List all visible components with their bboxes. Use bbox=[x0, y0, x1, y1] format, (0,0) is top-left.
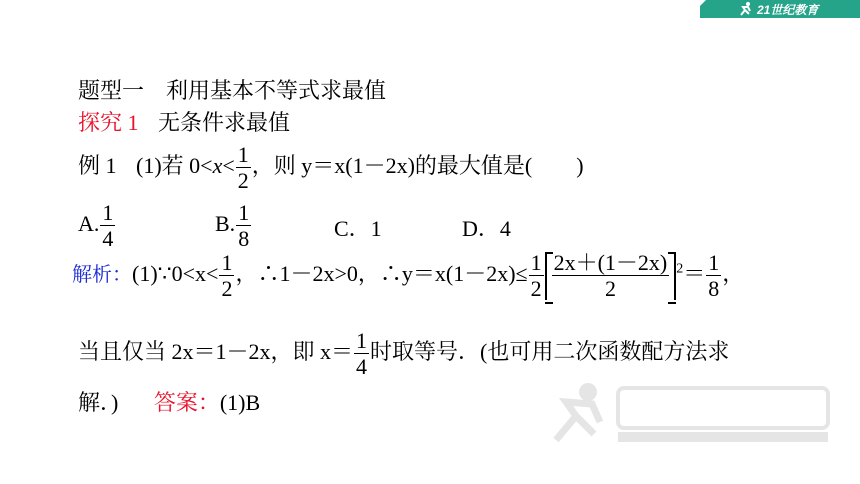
solution-line-2: 当且仅当 2x＝1－2x，即 x＝ $\frac{1}{4}$ 时取等号．(也可用二次函数配方法求 bbox=[78, 328, 730, 379]
example-label: 例 1 bbox=[78, 153, 117, 179]
example-fraction: $\frac{1}{2}$ bbox=[237, 142, 249, 193]
option-d: D．4 bbox=[462, 216, 511, 241]
explore-title: 无条件求最值 bbox=[158, 110, 291, 135]
top-bar-white bbox=[0, 0, 700, 18]
watermark-logo-icon bbox=[548, 378, 838, 448]
option-b: B. $\frac{1}{8}$ bbox=[215, 200, 250, 251]
logo-text: 21世纪教育 bbox=[757, 2, 819, 17]
explore-line bbox=[78, 106, 290, 137]
answer-label: 答案： bbox=[153, 390, 220, 415]
bracket-expression: $\frac{2x+(1-2x)}{2}$ bbox=[545, 252, 677, 300]
brand-logo bbox=[738, 1, 818, 17]
example-var: x bbox=[212, 153, 223, 179]
top-bar-cut bbox=[688, 0, 706, 18]
solution-line-1: 解析：(1)∵0<x< $\frac{1}{2}$ ，∴1－2x>0，∴y＝x(1－2x)≤ $\frac{1}{2}$ $\frac{2x+(1-2x)}{2}$ $^2$＝ $\frac{1}{8}$ ， bbox=[72, 250, 745, 301]
explore-label: 探究 1 bbox=[78, 110, 139, 135]
option-c: C．1 bbox=[334, 216, 382, 241]
example-stem-d: y＝x(1－2x)的最大值是( ) bbox=[301, 153, 584, 179]
solution-label: 解析： bbox=[72, 264, 132, 287]
answer-value: (1)B bbox=[219, 390, 261, 415]
page-heading bbox=[78, 74, 386, 105]
example-stem-b: < bbox=[222, 153, 235, 179]
example-stem bbox=[78, 144, 584, 192]
solution-line-3: 解．) 答案：(1)B bbox=[78, 390, 261, 415]
option-a: A. $\frac{1}{4}$ bbox=[78, 200, 114, 251]
runner-icon bbox=[738, 2, 754, 16]
example-stem-a: (1)若 0< bbox=[136, 153, 213, 179]
heading-text: 题型一 利用基本不等式求最值 bbox=[78, 78, 387, 103]
example-stem-c: ，则 bbox=[251, 153, 302, 179]
